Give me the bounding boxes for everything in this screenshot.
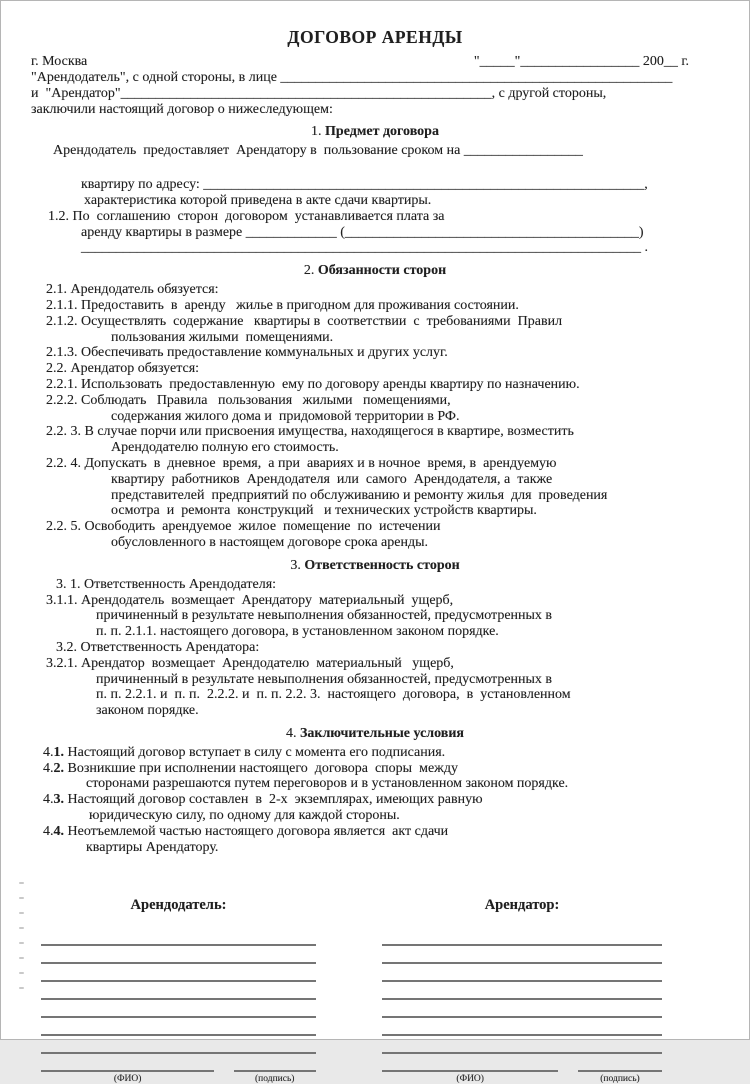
clause-text: 4. — [43, 823, 54, 839]
sign-line — [234, 1057, 317, 1072]
margin-mark — [19, 972, 24, 974]
clause-line — [31, 177, 719, 193]
fio-line — [382, 1057, 558, 1072]
clause-line — [31, 240, 719, 256]
clause-text: законом порядке. — [96, 703, 199, 719]
clause-text: осмотра и ремонта конструкций и технических устройств квартиры. — [111, 503, 537, 519]
signature-final-row — [41, 1057, 316, 1084]
clause-line — [31, 424, 719, 440]
clause-text: сторонами разрешаются путем переговоров и в установленном законом порядке. — [86, 776, 569, 792]
clause-line — [31, 456, 719, 472]
signature-line — [382, 948, 662, 964]
clause-line — [31, 345, 719, 361]
clause-line — [31, 440, 719, 456]
section-heading — [31, 558, 719, 574]
clause-text: 1.2. По соглашению сторон договором устанавливается плата за — [48, 208, 445, 224]
clause-text: обусловленного в настоящем договоре срока аренды. — [111, 534, 428, 550]
clause-text: п. п. 2.1.1. настоящего договора, в установленном законом порядке. — [96, 624, 499, 640]
clause-line — [31, 86, 719, 102]
clause-text: Настоящий договор составлен в 2-х экземплярах, имеющих равную — [64, 792, 483, 808]
signature-column-title: Арендодатель: — [130, 897, 227, 914]
signature-final-row — [382, 1057, 662, 1084]
clause-text: аренду квартиры в размере _____________ (__________________________________________) — [81, 224, 644, 240]
clause-line — [31, 298, 719, 314]
clause-line — [31, 608, 719, 624]
margin-mark — [19, 882, 24, 884]
clause-line — [31, 672, 719, 688]
section-heading-text: Ответственность сторон — [304, 557, 460, 573]
signature-line — [41, 930, 316, 946]
clause-line — [31, 225, 719, 241]
section-heading — [31, 726, 719, 742]
clause-line — [31, 209, 719, 225]
clause-text: 3. — [53, 792, 64, 808]
clause-line — [31, 840, 719, 856]
clause-text: характеристика которой приведена в акте сдачи квартиры. — [84, 192, 432, 208]
clause-text: Возникшие при исполнении настоящего договора споры между — [64, 760, 458, 776]
signature-line — [41, 1020, 316, 1036]
clause-text: 2. — [53, 760, 64, 776]
clause-line — [31, 330, 719, 346]
fio-cell — [382, 1057, 558, 1084]
clause-text: 2.1.2. Осуществлять содержание квартиры в соответствии с требованиями Правил — [46, 313, 563, 329]
signature-line — [41, 948, 316, 964]
clause-text: 3.2.1. Арендатор возмещает Арендодателю материальный ущерб, — [46, 655, 454, 671]
clause-line — [31, 535, 719, 551]
signature-block — [1, 897, 749, 1084]
fio-label: (ФИО) — [113, 1074, 142, 1084]
signature-line — [382, 1002, 662, 1018]
clause-text: содержания жилого дома и придомовой территории в РФ. — [111, 408, 460, 424]
clause-line — [31, 70, 719, 86]
margin-mark — [19, 897, 24, 899]
clause-text: 3.2. Ответственность Арендатора: — [56, 639, 260, 655]
clause-text: 2.2. 4. Допускать в дневное время, а при авариях и в ночное время, в арендуемую — [46, 455, 557, 471]
clause-text: 2.2. 5. Освободить арендуемое жилое помещение по истечении — [46, 519, 441, 535]
signature-label: (подпись) — [255, 1074, 295, 1084]
clause-line — [31, 377, 719, 393]
signature-line — [41, 1002, 316, 1018]
clause-line — [31, 314, 719, 330]
clause-line — [31, 193, 719, 209]
fio-label: (ФИО) — [456, 1074, 484, 1084]
clause-text: причиненный в результате невыполнения обязанностей, предусмотренных в — [96, 671, 553, 687]
clause-line — [31, 824, 719, 840]
signature-line — [382, 966, 662, 982]
sign-cell — [234, 1057, 317, 1084]
clause-text: 3.1.1. Арендодатель возмещает Арендатору материальный ущерб, — [46, 592, 454, 608]
clause-line — [31, 687, 719, 703]
signature-line — [41, 984, 316, 1000]
clause-text: 2.2. Арендатор обязуется: — [46, 361, 200, 377]
clause-text: 2.1.3. Обеспечивать предоставление коммунальных и других услуг. — [46, 345, 448, 361]
clause-text: 2.2.1. Использовать предоставленную ему по договору аренды квартиру по назначению. — [46, 376, 580, 392]
date-blank-line: "_____"_________________ 200__ г. — [473, 54, 689, 69]
signature-line — [382, 1020, 662, 1036]
clause-text: Неотъемлемой частью настоящего договора является акт сдачи — [64, 823, 449, 839]
clause-text: 2.1. Арендодатель обязуется: — [46, 282, 219, 298]
clause-line — [31, 102, 719, 118]
section-heading — [31, 263, 719, 279]
section-heading-text: 1. — [311, 124, 326, 140]
clause-line — [31, 393, 719, 409]
signature-label: (подпись) — [600, 1074, 640, 1084]
signature-line — [41, 1038, 316, 1054]
signature-column-title: Арендатор: — [484, 897, 560, 914]
clause-text: квартиру работников Арендодателя или самого Арендодателя, а также — [111, 471, 553, 487]
fio-cell — [41, 1057, 214, 1084]
section-heading-text: 4. — [286, 725, 300, 741]
clause-line — [31, 593, 719, 609]
section-heading-text: Предмет договора — [325, 124, 439, 140]
clause-line — [31, 624, 719, 640]
clause-line — [31, 745, 719, 761]
clause-text: Арендодателю полную его стоимость. — [111, 440, 339, 456]
fio-line — [41, 1057, 214, 1072]
signature-line — [382, 1038, 662, 1054]
signature-column-lessor — [41, 897, 316, 1084]
clause-line — [31, 640, 719, 656]
signature-line — [382, 984, 662, 1000]
clause-text: 3. 1. Ответственность Арендодателя: — [56, 576, 277, 592]
signature-line — [41, 966, 316, 982]
margin-mark — [19, 912, 24, 914]
clause-text: юридическую силу, по одному для каждой стороны. — [89, 808, 400, 824]
clause-text: 4. — [43, 792, 54, 808]
margin-mark — [19, 942, 24, 944]
clause-text: квартиры Арендатору. — [86, 839, 219, 855]
clause-text: "Арендодатель", с одной стороны, в лице ________________________________________________________ — [31, 70, 673, 85]
margin-mark — [19, 987, 24, 989]
clause-text: Арендодатель предоставляет Арендатору в пользование сроком на _________________ — [53, 143, 583, 159]
clause-line — [31, 776, 719, 792]
margin-mark — [19, 927, 24, 929]
clause-text: 2.1.1. Предоставить в аренду жилье в пригодном для проживания состоянии. — [46, 297, 519, 313]
margin-mark — [19, 957, 24, 959]
clause-line — [31, 519, 719, 535]
clause-text: заключили настоящий договор о нижеследующем: — [31, 101, 333, 117]
section-heading-text: 2. — [303, 263, 318, 279]
clause-text: квартиру по адресу: _______________________________________________________________, — [81, 177, 648, 193]
spacer — [31, 159, 719, 177]
clause-text: 4. — [43, 744, 54, 760]
clause-text: 4. — [43, 760, 54, 776]
signature-column-tenant — [382, 897, 662, 1084]
clause-line — [31, 808, 719, 824]
sign-line — [578, 1057, 662, 1072]
clause-line — [31, 656, 719, 672]
sign-cell — [578, 1057, 662, 1084]
clause-text: п. п. 2.2.1. и п. п. 2.2.2. и п. п. 2.2. 3. настоящего договора, в установленном — [96, 687, 571, 703]
clause-line — [31, 792, 719, 808]
document-body — [1, 1, 749, 855]
clause-text: 1. — [53, 744, 64, 760]
clause-line — [31, 577, 719, 593]
clause-text: 2.2. 3. В случае порчи или присвоения имущества, находящегося в квартире, возместить — [46, 424, 574, 440]
section-heading-text: 3. — [290, 557, 305, 573]
clause-line — [31, 409, 719, 425]
city-date-row — [31, 54, 719, 70]
clause-line — [31, 488, 719, 504]
clause-line — [31, 361, 719, 377]
clause-line — [31, 761, 719, 777]
clause-text: ________________________________________________________________________________ . — [81, 240, 648, 256]
signature-line — [382, 930, 662, 946]
contract-title: ДОГОВОР АРЕНДЫ — [287, 27, 463, 47]
clause-line — [31, 282, 719, 298]
section-heading — [31, 124, 719, 140]
clause-text: представителей предприятий по обслуживанию и ремонту жилья для проведения — [111, 487, 608, 503]
clause-text: пользования жилыми помещениями. — [111, 329, 334, 345]
city-label: г. Москва — [31, 54, 88, 69]
clause-text: 2.2.2. Соблюдать Правила пользования жилыми помещениями, — [46, 392, 451, 408]
clause-line — [31, 143, 719, 159]
section-heading-text: Обязанности сторон — [317, 263, 447, 279]
clause-text: Настоящий договор вступает в силу с момента его подписания. — [64, 744, 446, 760]
clause-text: и "Арендатор"_____________________________________________________, с другой стороны, — [31, 85, 607, 101]
clause-text: 4. — [53, 823, 64, 839]
section-heading-text: Заключительные условия — [300, 725, 464, 741]
clause-line — [31, 703, 719, 719]
clause-line — [31, 503, 719, 519]
clause-line — [31, 472, 719, 488]
clause-text: причиненный в результате невыполнения обязанностей, предусмотренных в — [96, 608, 553, 624]
